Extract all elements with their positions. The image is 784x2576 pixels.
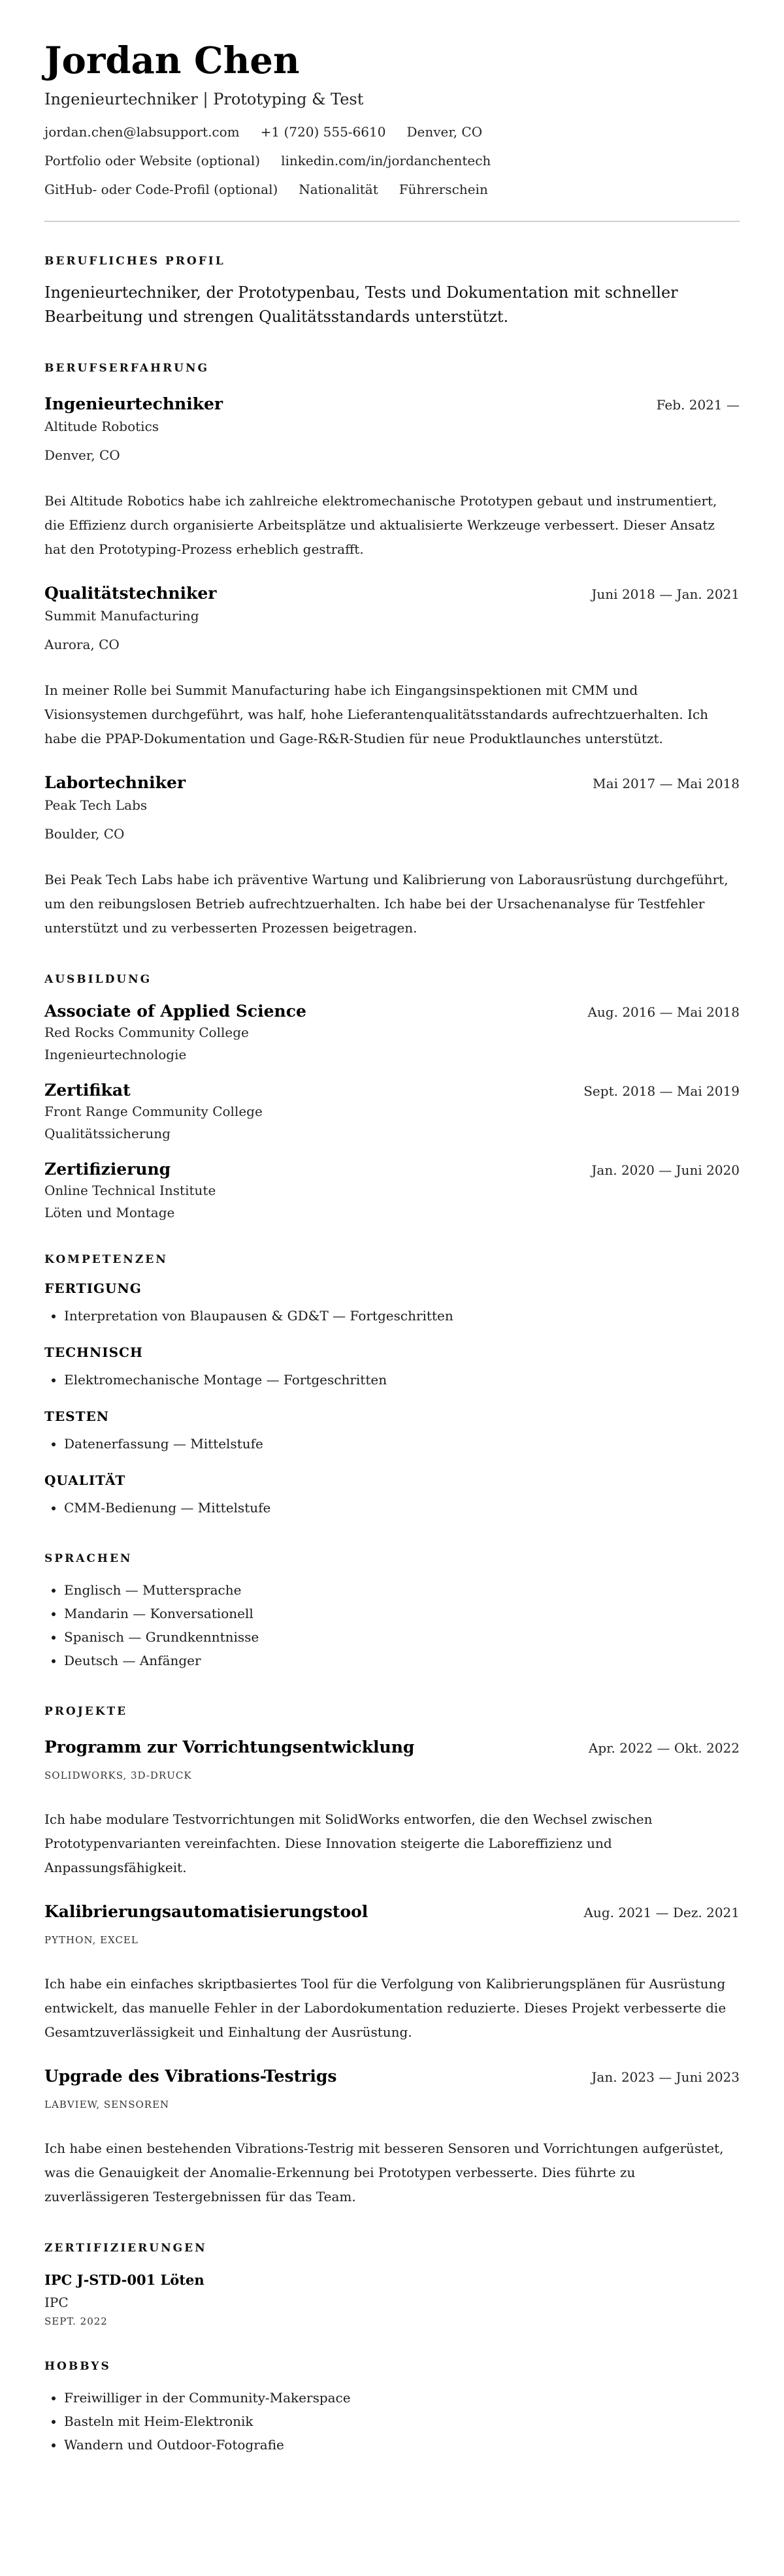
education-entry	[44, 1081, 740, 1141]
job-description: Bei Peak Tech Labs habe ich präventive Wartung und Kalibrierung von Laborausrüstung durchgeführt, um den reibungslosen Betrieb aufrechtzuerhalten. Ich habe bei der Ursachenanalyse für Testfehler unterstützt und zu verbesserten Prozessen beigetragen.	[44, 872, 728, 936]
section-title-experience: BERUFSERFAHRUNG	[44, 362, 210, 375]
contact-license: Führerschein	[399, 182, 488, 197]
language-item: • Englisch — Muttersprache	[64, 1578, 740, 1602]
contact-linkedin[interactable]: linkedin.com/in/jordanchentech	[281, 153, 491, 168]
profile-summary: Ingenieurtechniker, der Prototypenbau, Tests und Dokumentation mit schneller Bearbeitung und strengen Qualitätsstandards unterstützt.	[44, 283, 678, 326]
education-entry	[44, 1160, 740, 1220]
skill-item: • Elektromechanische Montage — Fortgeschritten	[64, 1368, 740, 1391]
job-dates: Feb. 2021 —	[656, 397, 740, 413]
job-title: Qualitätstechniker	[44, 584, 217, 603]
language-item: • Deutsch — Anfänger	[64, 1649, 740, 1672]
job-dates: Juni 2018 — Jan. 2021	[591, 586, 740, 602]
certification-issuer: IPC	[44, 2295, 69, 2310]
hobby-item: • Basteln mit Heim-Elektronik	[64, 2409, 740, 2433]
skill-group	[44, 1280, 740, 1328]
skill-group	[44, 1472, 740, 1519]
contact-nationality: Nationalität	[299, 182, 378, 197]
experience-entry	[44, 394, 740, 562]
project-tech: LABVIEW, SENSOREN	[44, 2099, 170, 2110]
project-title: Kalibrierungsautomatisierungstool	[44, 1902, 368, 1921]
job-dates: Mai 2017 — Mai 2018	[593, 776, 740, 791]
education-dates: Sept. 2018 — Mai 2019	[583, 1083, 740, 1099]
project-entry	[44, 1902, 740, 2044]
contact-row-3	[44, 182, 740, 197]
hobbies-section	[44, 2360, 740, 2457]
language-list	[44, 1578, 740, 1672]
project-entry	[44, 2067, 740, 2209]
skill-category: TESTEN	[44, 1408, 109, 1424]
school-name: Front Range Community College	[44, 1104, 263, 1119]
projects-section	[44, 1705, 740, 2209]
profile-section	[44, 255, 740, 329]
contact-github: GitHub- oder Code-Profil (optional)	[44, 182, 278, 197]
skills-section	[44, 1253, 740, 1519]
degree-title: Zertifizierung	[44, 1160, 171, 1179]
job-location: Denver, CO	[44, 447, 120, 463]
job-location: Aurora, CO	[44, 637, 120, 652]
education-entry	[44, 1002, 740, 1062]
skill-category: TECHNISCH	[44, 1344, 143, 1360]
contact-location: Denver, CO	[406, 124, 483, 140]
certification-date: SEPT. 2022	[44, 2315, 108, 2327]
section-title-projects: PROJEKTE	[44, 1705, 128, 1718]
job-description: Bei Altitude Robotics habe ich zahlreiche elektromechanische Prototypen gebaut und instrumentiert, die Effizienz durch organisierte Arbeitsplätze und aktualisierte Werkzeuge verbessert. Dieser Ansatz hat den Prototyping-Prozess erheblich gestrafft.	[44, 493, 717, 557]
certifications-section	[44, 2242, 740, 2327]
job-company: Altitude Robotics	[44, 419, 159, 434]
job-description: In meiner Rolle bei Summit Manufacturing habe ich Eingangsinspektionen mit CMM und Visionsystemen durchgeführt, was half, hohe Lieferantenqualitätsstandards aufrechtzuerhalten. Ich habe die PPAP-Dokumentation und Gage-R&R-Studien für neue Produktlaunches unterstützt.	[44, 682, 709, 746]
project-dates: Aug. 2021 — Dez. 2021	[583, 1905, 740, 1920]
hobby-list	[44, 2386, 740, 2457]
experience-section	[44, 362, 740, 940]
section-title-skills: KOMPETENZEN	[44, 1253, 168, 1266]
skill-item: • Interpretation von Blaupausen & GD&T — Fortgeschritten	[64, 1304, 740, 1328]
project-title: Programm zur Vorrichtungsentwicklung	[44, 1738, 415, 1757]
school-name: Red Rocks Community College	[44, 1025, 249, 1040]
field-of-study: Ingenieurtechnologie	[44, 1047, 187, 1062]
skill-list	[44, 1432, 740, 1455]
hobby-item: • Freiwilliger in der Community-Makerspace	[64, 2386, 740, 2409]
skill-list	[44, 1368, 740, 1391]
contact-portfolio: Portfolio oder Website (optional)	[44, 153, 261, 168]
skill-list	[44, 1304, 740, 1328]
skill-category: QUALITÄT	[44, 1472, 126, 1488]
degree-title: Associate of Applied Science	[44, 1002, 306, 1021]
project-title: Upgrade des Vibrations-Testrigs	[44, 2067, 337, 2086]
language-item: • Mandarin — Konversationell	[64, 1602, 740, 1625]
skill-category: FERTIGUNG	[44, 1280, 142, 1296]
candidate-name: Jordan Chen	[44, 39, 300, 82]
job-title: Ingenieurtechniker	[44, 394, 223, 413]
project-tech: PYTHON, EXCEL	[44, 1934, 139, 1946]
project-dates: Apr. 2022 — Okt. 2022	[588, 1740, 740, 1756]
resume-header	[44, 39, 740, 197]
school-name: Online Technical Institute	[44, 1183, 216, 1198]
contact-row-1	[44, 124, 740, 140]
job-title: Labortechniker	[44, 773, 186, 792]
section-title-hobbies: HOBBYS	[44, 2360, 111, 2373]
job-company: Summit Manufacturing	[44, 608, 199, 624]
contact-email[interactable]: jordan.chen@labsupport.com	[44, 124, 240, 140]
skill-group	[44, 1408, 740, 1455]
certification-entry	[44, 2272, 740, 2327]
section-title-education: AUSBILDUNG	[44, 973, 152, 986]
language-item: • Spanisch — Grundkenntnisse	[64, 1625, 740, 1649]
section-title-certifications: ZERTIFIZIERUNGEN	[44, 2242, 207, 2255]
education-section	[44, 973, 740, 1220]
experience-entry	[44, 584, 740, 751]
education-dates: Aug. 2016 — Mai 2018	[587, 1004, 740, 1020]
headline: Ingenieurtechniker | Prototyping & Test	[44, 90, 364, 108]
header-divider	[44, 221, 740, 222]
contact-row-2	[44, 153, 740, 168]
project-dates: Jan. 2023 — Juni 2023	[591, 2069, 740, 2085]
skill-item: • CMM-Bedienung — Mittelstufe	[64, 1496, 740, 1519]
section-title-languages: SPRACHEN	[44, 1552, 133, 1565]
project-entry	[44, 1738, 740, 1880]
experience-entry	[44, 773, 740, 940]
project-description: Ich habe ein einfaches skriptbasiertes Tool für die Verfolgung von Kalibrierungsplänen für Ausrüstung entwickelt, das manuelle Fehler in der Labordokumentation reduzierte. Dieses Projekt verbesserte die Gesamtzuverlässigkeit und Einhaltung der Ausrüstung.	[44, 1976, 727, 2040]
job-location: Boulder, CO	[44, 826, 125, 842]
skill-list	[44, 1496, 740, 1519]
education-dates: Jan. 2020 — Juni 2020	[591, 1162, 740, 1178]
project-tech: SOLIDWORKS, 3D-DRUCK	[44, 1770, 192, 1781]
degree-title: Zertifikat	[44, 1081, 131, 1100]
project-description: Ich habe einen bestehenden Vibrations-Testrig mit besseren Sensoren und Vorrichtungen aufgerüstet, was die Genauigkeit der Anomalie-Erkennung bei Prototypen verbesserte. Dies führte zu zuverlässigeren Testergebnissen für das Team.	[44, 2140, 724, 2204]
project-description: Ich habe modulare Testvorrichtungen mit SolidWorks entworfen, die den Wechsel zwischen Prototypenvarianten vereinfachten. Diese Innovation steigerte die Laboreffizienz und Anpassungsfähigkeit.	[44, 1811, 653, 1875]
job-company: Peak Tech Labs	[44, 797, 148, 813]
field-of-study: Löten und Montage	[44, 1205, 175, 1220]
skill-item: • Datenerfassung — Mittelstufe	[64, 1432, 740, 1455]
section-title-profile: BERUFLICHES PROFIL	[44, 255, 225, 268]
certification-name: IPC J-STD-001 Löten	[44, 2272, 204, 2288]
contact-phone[interactable]: +1 (720) 555-6610	[260, 124, 386, 140]
languages-section	[44, 1552, 740, 1672]
skill-group	[44, 1344, 740, 1391]
field-of-study: Qualitätssicherung	[44, 1126, 171, 1141]
hobby-item: • Wandern und Outdoor-Fotografie	[64, 2433, 740, 2457]
